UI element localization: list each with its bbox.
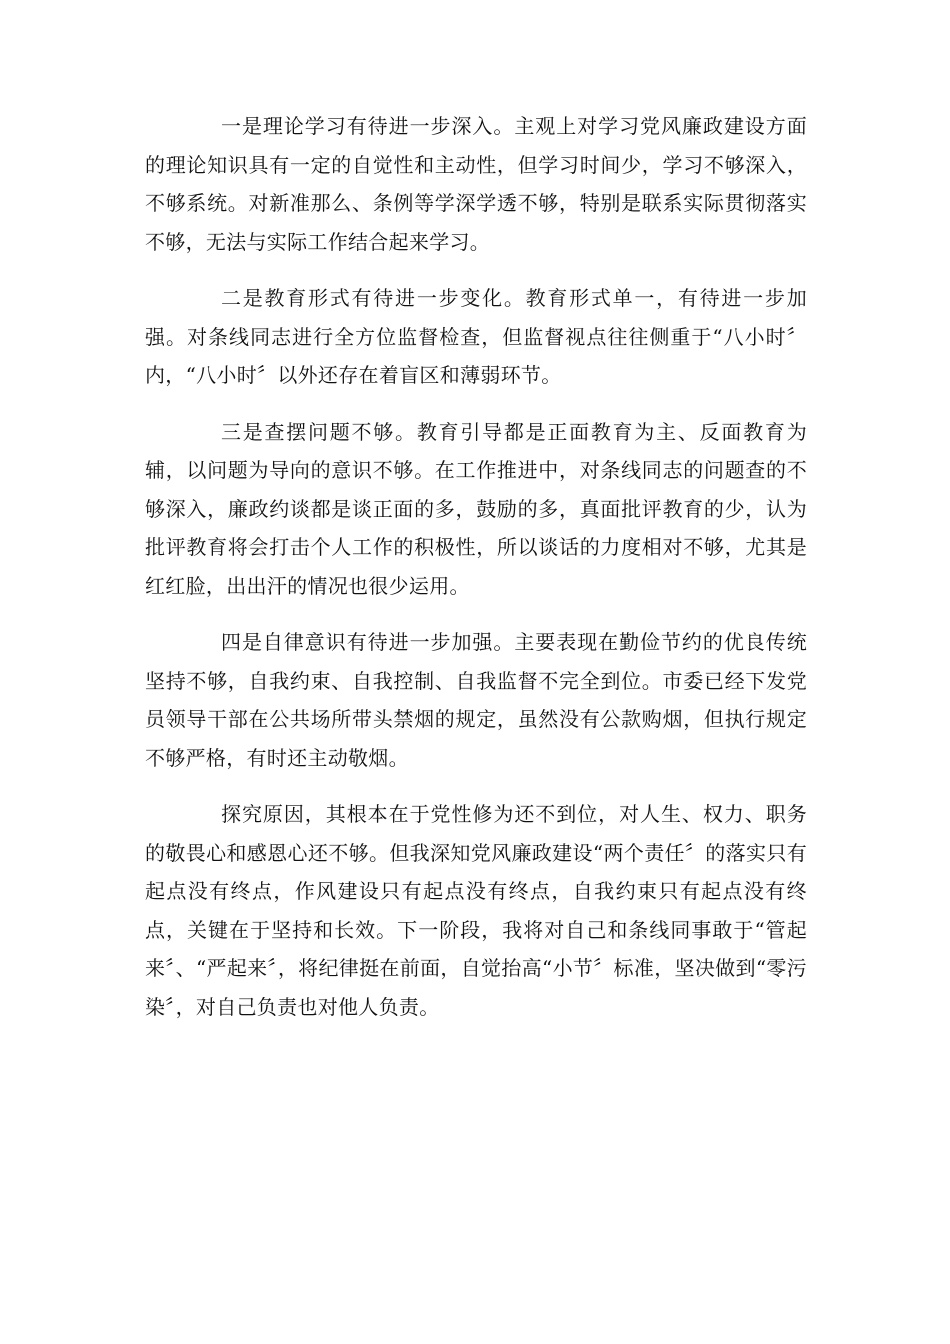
- paragraph-education-form: 二是教育形式有待进一步变化。教育形式单一，有待进一步加强。对条线同志进行全方位监督检查，但监督视点往往侧重于“八小时〞内，“八小时〞以外还存在着盲区和薄弱环节。: [145, 286, 807, 387]
- document-body: [145, 107, 807, 1044]
- paragraph-root-cause: 探究原因，其根本在于党性修为还不到位，对人生、权力、职务的敬畏心和感恩心还不够。但我深知党风廉政建设“两个责任〞的落实只有起点没有终点，作风建设只有起点没有终点，自我约束只有起点没有终点，关键在于坚持和长效。下一阶段，我将对自己和条线同事敢于“管起来〞、“严起来〞，将纪律挺在前面，自觉抬高“小节〞标准，坚决做到“零污染〞，对自己负责也对他人负责。: [145, 802, 807, 1019]
- paragraph-theory-study: 一是理论学习有待进一步深入。主观上对学习党风廉政建设方面的理论知识具有一定的自觉性和主动性，但学习时间少，学习不够深入，不够系统。对新准那么、条例等学深学透不够，特别是联系实际贯彻落实不够，无法与实际工作结合起来学习。: [145, 114, 807, 254]
- paragraph-problem-review: 三是查摆问题不够。教育引导都是正面教育为主、反面教育为辅，以问题为导向的意识不够。在工作推进中，对条线同志的问题查的不够深入，廉政约谈都是谈正面的多，鼓励的多，真面批评教育的少，认为批评教育将会打击个人工作的积极性，所以谈话的力度相对不够，尤其是红红脸，出出汗的情况也很少运用。: [145, 419, 807, 598]
- paragraph-self-discipline: 四是自律意识有待进一步加强。主要表现在勤俭节约的优良传统坚持不够，自我约束、自我控制、自我监督不完全到位。市委已经下发党员领导干部在公共场所带头禁烟的规定，虽然没有公款购烟，但执行规定不够严格，有时还主动敬烟。: [145, 630, 807, 770]
